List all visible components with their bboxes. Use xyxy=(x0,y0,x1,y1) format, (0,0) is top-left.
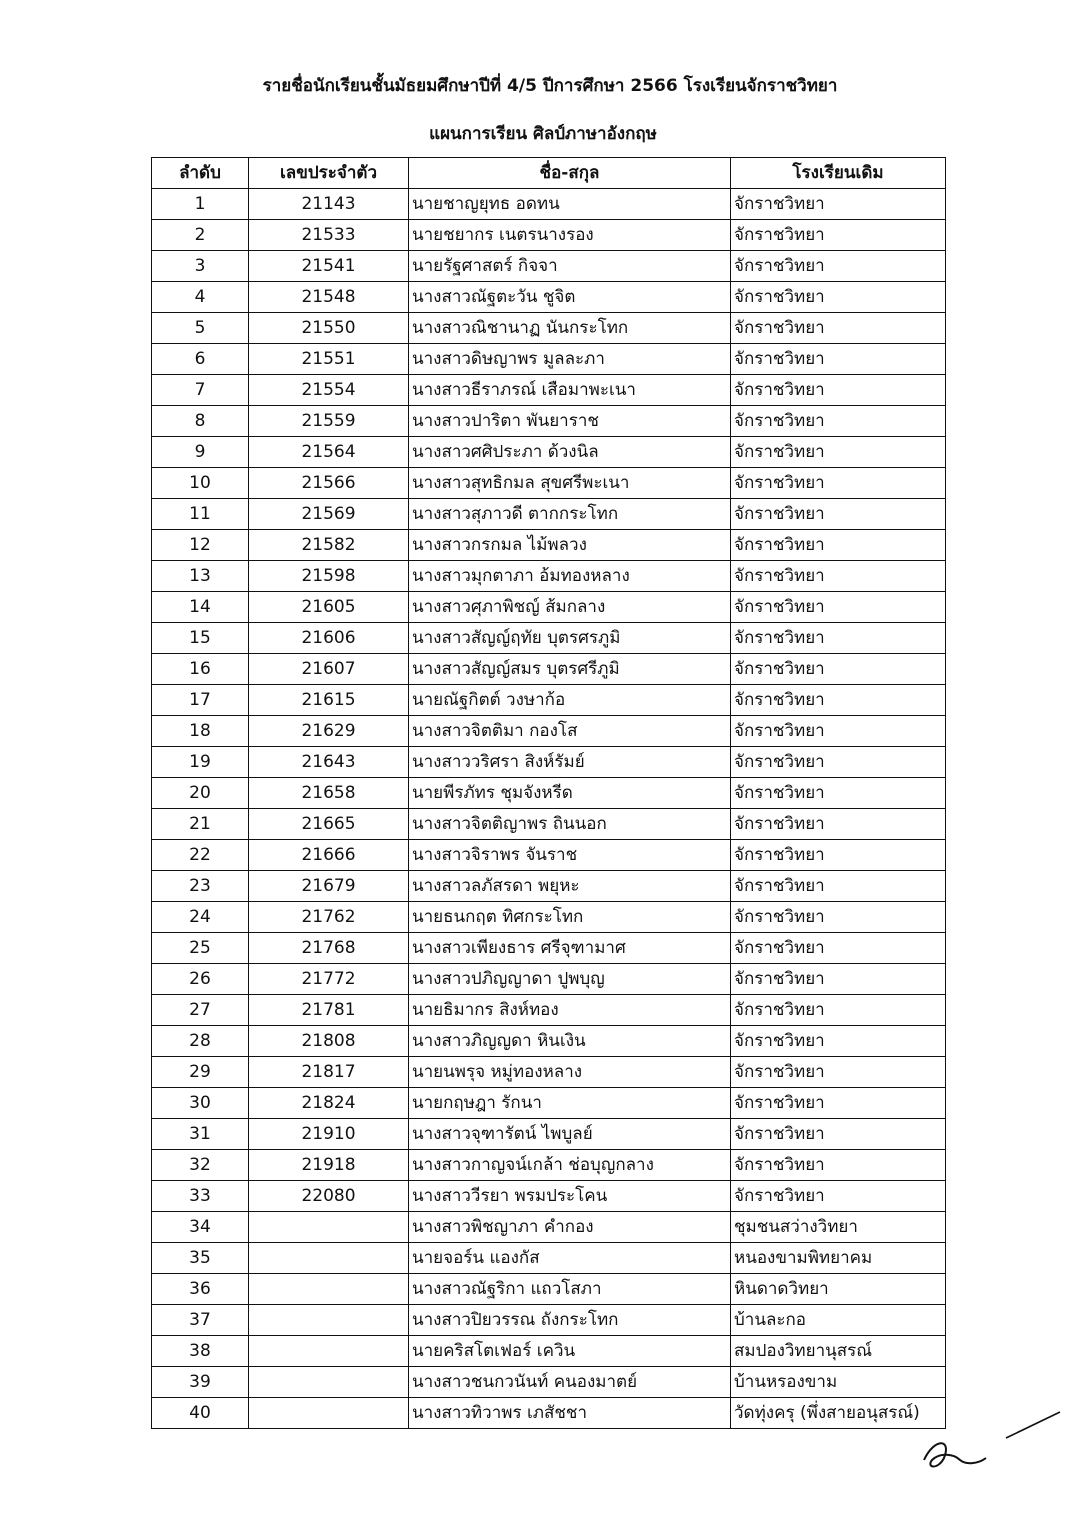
table-row xyxy=(152,189,946,220)
cell-full-name: นางสาวปภิญญาดา ปูพบุญ xyxy=(409,964,731,995)
cell-order: 35 xyxy=(152,1243,249,1274)
cell-full-name: นางสาววีรยา พรมประโคน xyxy=(409,1181,731,1212)
cell-order: 34 xyxy=(152,1212,249,1243)
cell-order: 6 xyxy=(152,344,249,375)
cell-full-name: นางสาวณัฐตะวัน ชูจิต xyxy=(409,282,731,313)
cell-student-id: 21548 xyxy=(249,282,409,313)
cell-order: 24 xyxy=(152,902,249,933)
table-row xyxy=(152,406,946,437)
cell-student-id: 21598 xyxy=(249,561,409,592)
cell-previous-school: จักราชวิทยา xyxy=(731,499,946,530)
cell-order: 37 xyxy=(152,1305,249,1336)
cell-student-id: 21564 xyxy=(249,437,409,468)
cell-order: 4 xyxy=(152,282,249,313)
cell-previous-school: จักราชวิทยา xyxy=(731,375,946,406)
document-subtitle: แผนการเรียน ศิลป์ภาษาอังกฤษ xyxy=(429,124,657,144)
cell-full-name: นางสาวทิวาพร เภสัชชา xyxy=(409,1398,731,1429)
cell-order: 15 xyxy=(152,623,249,654)
table-body xyxy=(152,189,946,1429)
table-row xyxy=(152,1398,946,1429)
cell-order: 33 xyxy=(152,1181,249,1212)
cell-previous-school: จักราชวิทยา xyxy=(731,995,946,1026)
header-full-name: ชื่อ-สกุล xyxy=(409,158,731,189)
cell-student-id: 21768 xyxy=(249,933,409,964)
table-row xyxy=(152,1243,946,1274)
cell-full-name: นางสาวดิษญาพร มูลละภา xyxy=(409,344,731,375)
cell-full-name: นายคริสโตเฟอร์ เควิน xyxy=(409,1336,731,1367)
table-row xyxy=(152,499,946,530)
cell-order: 25 xyxy=(152,933,249,964)
cell-order: 38 xyxy=(152,1336,249,1367)
cell-full-name: นายพีรภัทร ชุมจังหรีด xyxy=(409,778,731,809)
cell-previous-school: สมปองวิทยานุสรณ์ xyxy=(731,1336,946,1367)
cell-previous-school: จักราชวิทยา xyxy=(731,747,946,778)
cell-previous-school: จักราชวิทยา xyxy=(731,406,946,437)
cell-order: 40 xyxy=(152,1398,249,1429)
cell-full-name: นางสาวศุภาพิชญ์ ส้มกลาง xyxy=(409,592,731,623)
cell-order: 9 xyxy=(152,437,249,468)
table-row xyxy=(152,1367,946,1398)
cell-previous-school: บ้านหรองขาม xyxy=(731,1367,946,1398)
cell-order: 5 xyxy=(152,313,249,344)
table-row xyxy=(152,809,946,840)
cell-student-id: 21582 xyxy=(249,530,409,561)
cell-previous-school: จักราชวิทยา xyxy=(731,716,946,747)
cell-full-name: นางสาวพิชญาภา คำกอง xyxy=(409,1212,731,1243)
table-row xyxy=(152,716,946,747)
cell-student-id: 21551 xyxy=(249,344,409,375)
cell-order: 32 xyxy=(152,1150,249,1181)
table-row xyxy=(152,1181,946,1212)
cell-student-id: 21606 xyxy=(249,623,409,654)
cell-order: 19 xyxy=(152,747,249,778)
cell-full-name: นายธนกฤต ทิศกระโทก xyxy=(409,902,731,933)
cell-order: 8 xyxy=(152,406,249,437)
cell-student-id: 21566 xyxy=(249,468,409,499)
cell-previous-school: จักราชวิทยา xyxy=(731,1088,946,1119)
header-previous-school: โรงเรียนเดิม xyxy=(731,158,946,189)
cell-full-name: นางสาววริศรา สิงห์รัมย์ xyxy=(409,747,731,778)
cell-previous-school: จักราชวิทยา xyxy=(731,220,946,251)
cell-full-name: นางสาวจิตติมา กองโส xyxy=(409,716,731,747)
cell-student-id: 21554 xyxy=(249,375,409,406)
cell-full-name: นางสาวมุกตาภา อ้มทองหลาง xyxy=(409,561,731,592)
cell-full-name: นางสาวกรกมล ไม้พลวง xyxy=(409,530,731,561)
cell-full-name: นางสาวสัญญ์สมร บุตรศรีภูมิ xyxy=(409,654,731,685)
table-row xyxy=(152,592,946,623)
cell-student-id: 21605 xyxy=(249,592,409,623)
cell-student-id xyxy=(249,1336,409,1367)
cell-order: 17 xyxy=(152,685,249,716)
cell-student-id: 21918 xyxy=(249,1150,409,1181)
table-row xyxy=(152,1026,946,1057)
cell-order: 36 xyxy=(152,1274,249,1305)
cell-order: 1 xyxy=(152,189,249,220)
cell-full-name: นายชาญยุทธ อดทน xyxy=(409,189,731,220)
table-row xyxy=(152,778,946,809)
table-row xyxy=(152,437,946,468)
cell-full-name: นางสาวกาญจน์เกล้า ช่อบุญกลาง xyxy=(409,1150,731,1181)
table-row xyxy=(152,313,946,344)
table-row xyxy=(152,375,946,406)
cell-previous-school: จักราชวิทยา xyxy=(731,1057,946,1088)
table-row xyxy=(152,964,946,995)
cell-student-id: 21541 xyxy=(249,251,409,282)
cell-order: 2 xyxy=(152,220,249,251)
cell-student-id: 21559 xyxy=(249,406,409,437)
cell-previous-school: จักราชวิทยา xyxy=(731,1150,946,1181)
cell-order: 7 xyxy=(152,375,249,406)
table-row xyxy=(152,685,946,716)
cell-student-id: 21781 xyxy=(249,995,409,1026)
table-row xyxy=(152,344,946,375)
cell-student-id: 21762 xyxy=(249,902,409,933)
cell-previous-school: หนองขามพิทยาคม xyxy=(731,1243,946,1274)
table-row xyxy=(152,902,946,933)
cell-order: 27 xyxy=(152,995,249,1026)
cell-full-name: นายรัฐศาสตร์ กิจจา xyxy=(409,251,731,282)
cell-student-id xyxy=(249,1367,409,1398)
cell-student-id: 21629 xyxy=(249,716,409,747)
table-row xyxy=(152,1088,946,1119)
table-header-row xyxy=(152,158,946,189)
cell-previous-school: จักราชวิทยา xyxy=(731,1026,946,1057)
cell-previous-school: จักราชวิทยา xyxy=(731,1181,946,1212)
cell-student-id: 21533 xyxy=(249,220,409,251)
cell-full-name: นางสาวสุทธิกมล สุขศรีพะเนา xyxy=(409,468,731,499)
cell-student-id: 21772 xyxy=(249,964,409,995)
cell-full-name: นายณัฐกิตต์ วงษาก้อ xyxy=(409,685,731,716)
table-row xyxy=(152,1150,946,1181)
cell-student-id: 21679 xyxy=(249,871,409,902)
cell-previous-school: จักราชวิทยา xyxy=(731,840,946,871)
cell-full-name: นายกฤษฎา รักนา xyxy=(409,1088,731,1119)
table-row xyxy=(152,468,946,499)
cell-full-name: นางสาวศศิประภา ด้วงนิล xyxy=(409,437,731,468)
cell-order: 22 xyxy=(152,840,249,871)
cell-previous-school: จักราชวิทยา xyxy=(731,685,946,716)
cell-full-name: นายธิมากร สิงห์ทอง xyxy=(409,995,731,1026)
cell-order: 13 xyxy=(152,561,249,592)
cell-previous-school: จักราชวิทยา xyxy=(731,964,946,995)
cell-student-id: 21569 xyxy=(249,499,409,530)
cell-previous-school: จักราชวิทยา xyxy=(731,561,946,592)
cell-full-name: นางสาวณิชานาฏ นันกระโทก xyxy=(409,313,731,344)
table-row xyxy=(152,220,946,251)
header-order: ลำดับ xyxy=(152,158,249,189)
table-row xyxy=(152,282,946,313)
cell-order: 3 xyxy=(152,251,249,282)
cell-previous-school: จักราชวิทยา xyxy=(731,313,946,344)
table-row xyxy=(152,933,946,964)
cell-previous-school: จักราชวิทยา xyxy=(731,344,946,375)
signature xyxy=(914,1408,1064,1478)
table-row xyxy=(152,840,946,871)
cell-order: 14 xyxy=(152,592,249,623)
cell-order: 21 xyxy=(152,809,249,840)
cell-order: 30 xyxy=(152,1088,249,1119)
cell-order: 10 xyxy=(152,468,249,499)
cell-previous-school: จักราชวิทยา xyxy=(731,902,946,933)
cell-full-name: นางสาวสุภาวดี ตากกระโทก xyxy=(409,499,731,530)
cell-student-id: 21665 xyxy=(249,809,409,840)
cell-student-id xyxy=(249,1305,409,1336)
cell-full-name: นายนพรุจ หมู่ทองหลาง xyxy=(409,1057,731,1088)
cell-order: 39 xyxy=(152,1367,249,1398)
cell-order: 29 xyxy=(152,1057,249,1088)
header-student-id: เลขประจำตัว xyxy=(249,158,409,189)
table-row xyxy=(152,747,946,778)
cell-student-id: 21666 xyxy=(249,840,409,871)
cell-previous-school: จักราชวิทยา xyxy=(731,437,946,468)
table-row xyxy=(152,1305,946,1336)
cell-full-name: นางสาวสัญญ์ฤทัย บุตรศรภูมิ xyxy=(409,623,731,654)
document-title: รายชื่อนักเรียนชั้นมัธยมศึกษาปีที่ 4/5 ปีการศึกษา 2566 โรงเรียนจักราชวิทยา xyxy=(262,76,838,96)
cell-previous-school: จักราชวิทยา xyxy=(731,623,946,654)
table-row xyxy=(152,251,946,282)
table-row xyxy=(152,1119,946,1150)
table-row xyxy=(152,995,946,1026)
cell-previous-school: จักราชวิทยา xyxy=(731,592,946,623)
cell-student-id xyxy=(249,1274,409,1305)
student-table xyxy=(151,157,946,1429)
cell-full-name: นางสาวเพียงธาร ศรีจุฑามาศ xyxy=(409,933,731,964)
cell-student-id: 21643 xyxy=(249,747,409,778)
cell-student-id xyxy=(249,1212,409,1243)
table-row xyxy=(152,1212,946,1243)
cell-order: 12 xyxy=(152,530,249,561)
cell-student-id: 21910 xyxy=(249,1119,409,1150)
cell-previous-school: จักราชวิทยา xyxy=(731,282,946,313)
cell-previous-school: บ้านละกอ xyxy=(731,1305,946,1336)
cell-order: 16 xyxy=(152,654,249,685)
cell-student-id: 21607 xyxy=(249,654,409,685)
cell-student-id xyxy=(249,1398,409,1429)
cell-previous-school: จักราชวิทยา xyxy=(731,1119,946,1150)
cell-full-name: นางสาวปาริตา พันยาราช xyxy=(409,406,731,437)
cell-full-name: นางสาวชนกวนันท์ คนองมาตย์ xyxy=(409,1367,731,1398)
cell-full-name: นายชยากร เนตรนางรอง xyxy=(409,220,731,251)
cell-student-id: 22080 xyxy=(249,1181,409,1212)
cell-student-id: 21615 xyxy=(249,685,409,716)
table-row xyxy=(152,1274,946,1305)
cell-student-id: 21824 xyxy=(249,1088,409,1119)
cell-order: 28 xyxy=(152,1026,249,1057)
cell-full-name: นางสาวปิยวรรณ ถังกระโทก xyxy=(409,1305,731,1336)
cell-order: 26 xyxy=(152,964,249,995)
cell-previous-school: ชุมชนสว่างวิทยา xyxy=(731,1212,946,1243)
cell-full-name: นางสาวธีราภรณ์ เสือมาพะเนา xyxy=(409,375,731,406)
cell-student-id: 21143 xyxy=(249,189,409,220)
table-row xyxy=(152,1057,946,1088)
cell-previous-school: จักราชวิทยา xyxy=(731,809,946,840)
cell-full-name: นางสาวจิตติญาพร ถินนอก xyxy=(409,809,731,840)
cell-student-id: 21817 xyxy=(249,1057,409,1088)
table-row xyxy=(152,623,946,654)
cell-previous-school: วัดทุ่งครุ (พึ่งสายอนุสรณ์) xyxy=(731,1398,946,1429)
cell-previous-school: หินดาดวิทยา xyxy=(731,1274,946,1305)
cell-full-name: นางสาวจิราพร จันราช xyxy=(409,840,731,871)
cell-full-name: นางสาวลภัสรดา พยุหะ xyxy=(409,871,731,902)
cell-student-id: 21658 xyxy=(249,778,409,809)
table-row xyxy=(152,871,946,902)
cell-previous-school: จักราชวิทยา xyxy=(731,530,946,561)
cell-order: 20 xyxy=(152,778,249,809)
table-row xyxy=(152,561,946,592)
table-row xyxy=(152,654,946,685)
cell-previous-school: จักราชวิทยา xyxy=(731,654,946,685)
cell-order: 18 xyxy=(152,716,249,747)
cell-full-name: นางสาวณัฐริกา แถวโสภา xyxy=(409,1274,731,1305)
cell-order: 11 xyxy=(152,499,249,530)
cell-previous-school: จักราชวิทยา xyxy=(731,189,946,220)
table-row xyxy=(152,1336,946,1367)
cell-student-id xyxy=(249,1243,409,1274)
cell-previous-school: จักราชวิทยา xyxy=(731,778,946,809)
cell-order: 31 xyxy=(152,1119,249,1150)
cell-previous-school: จักราชวิทยา xyxy=(731,871,946,902)
table-row xyxy=(152,530,946,561)
cell-full-name: นางสาวภิญญดา หินเงิน xyxy=(409,1026,731,1057)
cell-previous-school: จักราชวิทยา xyxy=(731,468,946,499)
cell-order: 23 xyxy=(152,871,249,902)
cell-full-name: นางสาวจุฑารัตน์ ไพบูลย์ xyxy=(409,1119,731,1150)
cell-previous-school: จักราชวิทยา xyxy=(731,251,946,282)
cell-previous-school: จักราชวิทยา xyxy=(731,933,946,964)
cell-student-id: 21808 xyxy=(249,1026,409,1057)
cell-student-id: 21550 xyxy=(249,313,409,344)
cell-full-name: นายจอร์น แองกัส xyxy=(409,1243,731,1274)
